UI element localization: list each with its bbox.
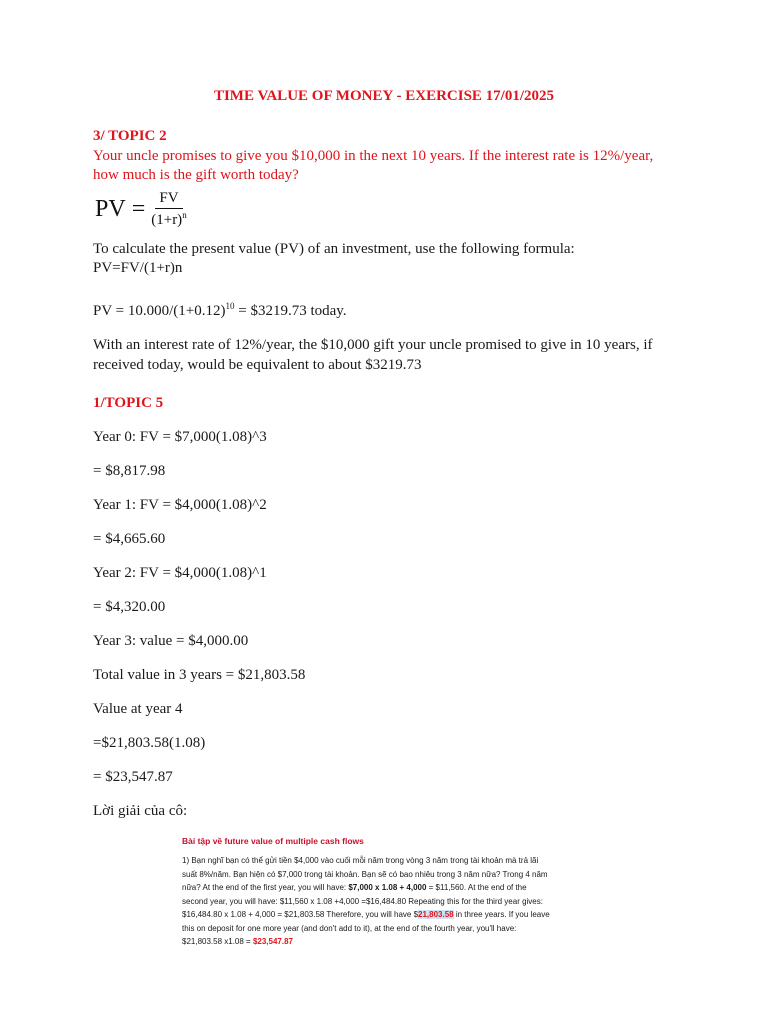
calc-exponent: 10 [225, 301, 235, 311]
solution-text: in three years. If you leave [453, 910, 550, 919]
solution-text: = $11,560. At the end of the [426, 883, 527, 892]
explain-line2: PV=FV/(1+r)n [93, 260, 183, 276]
solution-line: second year, you will have: $11,560 x 1.08 +4,000 =$16,484.80 Repeating this for the third year gives: [182, 896, 543, 906]
formula-den-base: (1+r) [151, 212, 183, 228]
topic5-line: = $4,665.60 [93, 531, 166, 547]
topic5-line: = $23,547.87 [93, 769, 173, 785]
teacher-solution-image [170, 828, 654, 950]
conclusion-line2: received today, would be equivalent to about $3219.73 [93, 357, 422, 373]
topic5-line: Year 3: value = $4,000.00 [93, 633, 249, 649]
topic5-line: Year 1: FV = $4,000(1.08)^2 [93, 497, 267, 513]
pv-calculation [93, 296, 347, 321]
topic2-heading: 3/ TOPIC 2 [93, 128, 167, 144]
formula-den-exp: n [182, 210, 187, 220]
formula-fraction [151, 190, 186, 229]
solution-bold-text: $7,000 x 1.08 + 4,000 [348, 883, 427, 892]
teacher-solution-label: Lời giải của cô: [93, 803, 188, 819]
solution-image-title: Bài tập về future value of multiple cash flows [182, 836, 364, 846]
formula-lhs: PV [95, 196, 126, 222]
solution-line: this on deposit for one more year (and don't add to it), at the end of the fourth year, you'll have: [182, 923, 517, 933]
topic2-question-line1: Your uncle promises to give you $10,000 in the next 10 years. If the interest rate is 12%/year, [93, 148, 654, 164]
solution-final-value: $23,547.87 [252, 937, 293, 946]
topic2-question-line2: how much is the gift worth today? [93, 167, 299, 183]
solution-text: $21,803.58 x1.08 = [182, 937, 253, 946]
solution-text: $16,484.80 x 1.08 + 4,000 = $21,803.58 Therefore, you will have $ [182, 910, 419, 919]
solution-image-body [182, 854, 642, 949]
calc-suffix: = $3219.73 today. [234, 303, 347, 319]
solution-line [182, 935, 642, 949]
formula-equals: = [131, 196, 146, 222]
explain-line1: To calculate the present value (PV) of an investment, use the following formula: [93, 241, 575, 257]
document-title: TIME VALUE OF MONEY - EXERCISE 17/01/2025 [213, 88, 555, 104]
topic5-line: Value at year 4 [93, 701, 183, 717]
topic5-heading: 1/TOPIC 5 [93, 395, 164, 411]
conclusion-line1: With an interest rate of 12%/year, the $10,000 gift your uncle promised to give in 10 years, if [93, 337, 653, 353]
formula-numerator: FV [155, 190, 182, 209]
solution-line: suất 8%/năm. Bạn hiện có $7,000 trong tài khoản. Bạn sẽ có bao nhiêu trong 3 năm nữa? Trong 4 năm [182, 869, 548, 879]
topic5-line: Year 2: FV = $4,000(1.08)^1 [93, 565, 267, 581]
topic5-line: Total value in 3 years = $21,803.58 [93, 667, 306, 683]
solution-text: nữa? At the end of the first year, you will have: [182, 883, 349, 892]
solution-line: 1) Bạn nghĩ bạn có thể gửi tiền $4,000 vào cuối mỗi năm trong vòng 3 năm trong tài khoản mà trả lãi [182, 856, 539, 865]
calc-prefix: PV = 10.000/(1+0.12) [93, 303, 226, 319]
solution-line [182, 881, 642, 895]
topic5-line: Year 0: FV = $7,000(1.08)^3 [93, 429, 267, 445]
topic5-line: = $4,320.00 [93, 599, 166, 615]
topic5-line: = $8,817.98 [93, 463, 166, 479]
solution-line [182, 908, 642, 922]
pv-formula [95, 190, 187, 229]
formula-denominator [151, 209, 186, 229]
solution-highlight-value: 21,803.58 [418, 910, 454, 919]
topic5-line: =$21,803.58(1.08) [93, 735, 206, 751]
